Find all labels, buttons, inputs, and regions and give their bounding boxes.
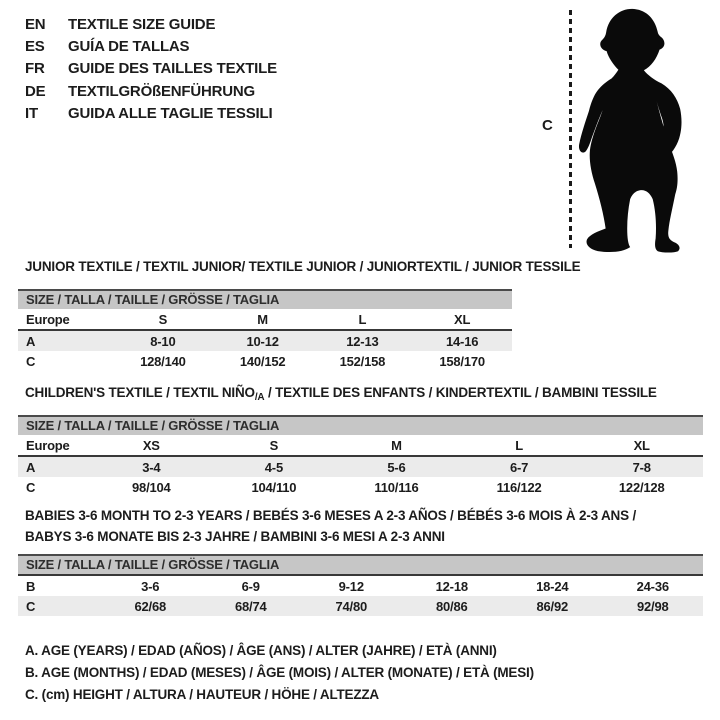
language-code: EN bbox=[25, 15, 46, 33]
table-row-age bbox=[18, 331, 512, 351]
height-value: 122/128 bbox=[618, 479, 665, 495]
section-title-junior: JUNIOR TEXTILE / TEXTIL JUNIOR/ TEXTILE JUNIOR / JUNIORTEXTIL / JUNIOR TESSILE bbox=[25, 259, 581, 274]
height-value: 158/170 bbox=[439, 353, 485, 369]
height-value: 110/116 bbox=[374, 479, 419, 495]
language-title: TEXTILE SIZE GUIDE bbox=[68, 15, 216, 33]
language-code: FR bbox=[25, 60, 45, 78]
height-dotted-line bbox=[569, 10, 572, 248]
table-row-height bbox=[18, 351, 512, 371]
legend-note-a: A. AGE (YEARS) / EDAD (AÑOS) / ÂGE (ANS) / ALTER (JAHRE) / ETÀ (ANNI) bbox=[25, 643, 497, 658]
title-line: BABIES 3-6 MONTH TO 2-3 YEARS / BEBÉS 3-6 MESES A 2-3 AÑOS / BÉBÉS 3-6 MOIS À 2-3 ANS / bbox=[25, 508, 636, 523]
language-row bbox=[25, 80, 277, 102]
height-value: 140/152 bbox=[239, 353, 286, 369]
row-label: Europe bbox=[26, 437, 70, 453]
language-row bbox=[25, 35, 277, 57]
height-value: 86/92 bbox=[536, 598, 569, 614]
size-value: L bbox=[358, 311, 367, 327]
row-label: C bbox=[26, 353, 36, 369]
language-title: GUÍA DE TALLAS bbox=[68, 38, 190, 56]
language-code: ES bbox=[25, 38, 45, 56]
legend-note-b: B. AGE (MONTHS) / EDAD (MESES) / ÂGE (MOIS) / ALTER (MONATE) / ETÀ (MESI) bbox=[25, 665, 534, 680]
months-value: 9-12 bbox=[338, 578, 364, 594]
language-title: GUIDA ALLE TAGLIE TESSILI bbox=[68, 105, 273, 123]
table-row-age bbox=[18, 457, 703, 477]
babies-size-table bbox=[18, 554, 703, 616]
table-row-europe bbox=[18, 435, 703, 457]
language-row bbox=[25, 13, 277, 35]
age-value: 4-5 bbox=[264, 459, 283, 475]
size-value: S bbox=[269, 437, 279, 453]
language-title: TEXTILGRÖßENFÜHRUNG bbox=[68, 82, 256, 100]
age-value: 14-16 bbox=[446, 333, 479, 349]
title-part: CHILDREN'S TEXTILE / TEXTIL NIÑO bbox=[25, 385, 255, 400]
language-code: IT bbox=[25, 105, 38, 123]
age-value: 7-8 bbox=[632, 459, 651, 475]
toddler-silhouette-image bbox=[575, 5, 700, 255]
size-header-children: SIZE / TALLA / TAILLE / GRÖSSE / TAGLIA bbox=[18, 415, 703, 435]
row-label: A bbox=[26, 333, 36, 349]
size-value: M bbox=[391, 437, 402, 453]
row-label: A bbox=[26, 459, 36, 475]
language-list bbox=[25, 13, 277, 125]
months-value: 3-6 bbox=[141, 578, 160, 594]
title-subscript: /A bbox=[254, 392, 265, 403]
size-value: XL bbox=[633, 437, 650, 453]
language-code: DE bbox=[25, 82, 46, 100]
height-value: 128/140 bbox=[140, 353, 186, 369]
height-measure-label: C bbox=[542, 117, 553, 134]
section-title-babies bbox=[25, 505, 636, 547]
size-header-babies: SIZE / TALLA / TAILLE / GRÖSSE / TAGLIA bbox=[18, 554, 703, 576]
size-value: S bbox=[158, 311, 168, 327]
title-line: BABYS 3-6 MONATE BIS 2-3 JAHRE / BAMBINI 3-6 MESI A 2-3 ANNI bbox=[25, 529, 445, 544]
months-value: 18-24 bbox=[536, 578, 569, 594]
row-label: C bbox=[26, 479, 36, 495]
age-value: 8-10 bbox=[150, 333, 176, 349]
row-label: B bbox=[26, 578, 36, 594]
row-label: Europe bbox=[26, 311, 70, 327]
age-value: 6-7 bbox=[509, 459, 529, 475]
height-value: 68/74 bbox=[234, 598, 267, 614]
height-value: 152/158 bbox=[339, 353, 386, 369]
section-title-children bbox=[25, 385, 657, 403]
age-value: 3-4 bbox=[142, 459, 161, 475]
legend-note-c: C. (cm) HEIGHT / ALTURA / HAUTEUR / HÖHE / ALTEZZA bbox=[25, 687, 379, 702]
language-title: GUIDE DES TAILLES TEXTILE bbox=[68, 60, 277, 78]
table-row-height bbox=[18, 596, 703, 616]
height-value: 116/122 bbox=[496, 479, 542, 495]
age-value: 5-6 bbox=[387, 459, 406, 475]
title-part: / TEXTILE DES ENFANTS / KINDERTEXTIL / BAMBINI TESSILE bbox=[264, 385, 657, 400]
age-value: 10-12 bbox=[246, 333, 279, 349]
children-size-table bbox=[18, 415, 703, 497]
height-value: 80/86 bbox=[435, 598, 468, 614]
legend-notes bbox=[25, 640, 534, 706]
height-value: 98/104 bbox=[132, 479, 171, 495]
months-value: 24-36 bbox=[636, 578, 669, 594]
age-value: 12-13 bbox=[346, 333, 379, 349]
height-value: 104/110 bbox=[251, 479, 297, 495]
height-value: 92/98 bbox=[636, 598, 669, 614]
table-row-height bbox=[18, 477, 703, 497]
height-value: 62/68 bbox=[134, 598, 167, 614]
size-header-junior: SIZE / TALLA / TAILLE / GRÖSSE / TAGLIA bbox=[18, 289, 512, 309]
size-value: XL bbox=[454, 311, 471, 327]
language-row bbox=[25, 58, 277, 80]
height-value: 74/80 bbox=[335, 598, 368, 614]
junior-size-table bbox=[18, 289, 512, 371]
table-row-months bbox=[18, 576, 703, 596]
language-row bbox=[25, 103, 277, 125]
size-value: L bbox=[515, 437, 523, 453]
row-label: C bbox=[26, 598, 36, 614]
months-value: 6-9 bbox=[241, 578, 260, 594]
size-value: XS bbox=[142, 437, 160, 453]
table-row-europe bbox=[18, 309, 512, 331]
months-value: 12-18 bbox=[435, 578, 468, 594]
size-value: M bbox=[257, 311, 268, 327]
